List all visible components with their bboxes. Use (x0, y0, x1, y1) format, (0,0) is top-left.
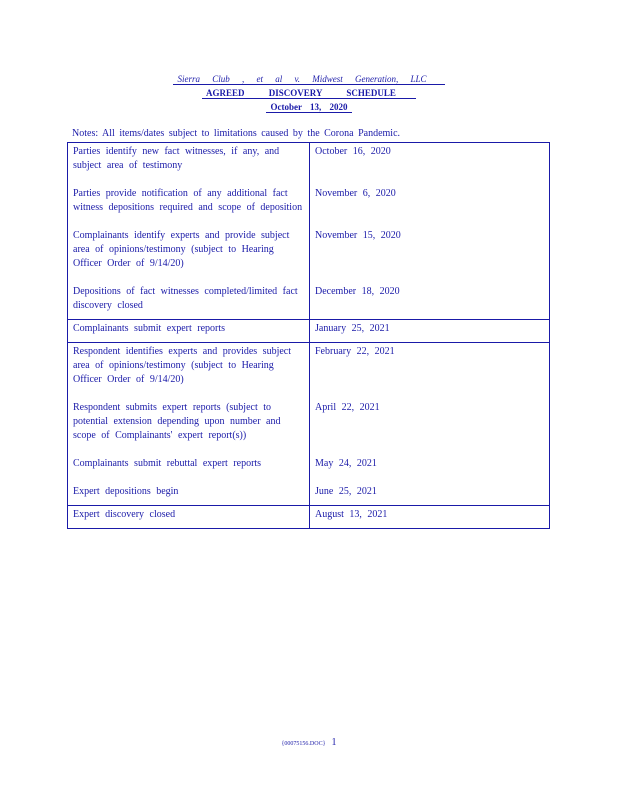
notes: Notes: All items/dates subject to limitations caused by the Corona Pandemic. (72, 128, 401, 139)
deadline-date: April 22, 2021 (315, 402, 380, 413)
date-cell (310, 343, 550, 506)
task-text: Parties provide notification of any additional fact witness depositions required and scope of deposition (73, 188, 303, 213)
date-cell (310, 143, 550, 320)
document-title: AGREED DISCOVERY SCHEDULE (0, 88, 618, 99)
deadline-date: November 15, 2020 (315, 230, 401, 241)
task-text: Parties identify new fact witnesses, if any, and subject area of testimony (73, 146, 280, 171)
doc-id: {00075156.DOC} (281, 741, 326, 747)
task-text: Expert discovery closed (73, 509, 176, 520)
deadline-date: January 25, 2021 (315, 323, 390, 334)
schedule-row (68, 343, 550, 506)
task-text: Respondent submits expert reports (subject to potential extension depending upon number and scope of Complainants' expert report(s)) (73, 402, 281, 441)
footer (0, 737, 618, 748)
schedule-table (67, 142, 550, 529)
task-text: Complainants submit expert reports (73, 323, 226, 334)
task-cell (68, 506, 310, 529)
deadline-date: October 16, 2020 (315, 146, 391, 157)
deadline-date: August 13, 2021 (315, 509, 388, 520)
deadline-date: December 18, 2020 (315, 286, 400, 297)
schedule-row (68, 143, 550, 320)
deadline-date: May 24, 2021 (315, 458, 377, 469)
deadline-date: June 25, 2021 (315, 486, 377, 497)
task-text: Respondent identifies experts and provides subject area of opinions/testimony (subject to Hearing Officer Order of 9/14/20) (73, 346, 292, 385)
date-cell (310, 320, 550, 343)
page-number: 1 (331, 737, 337, 748)
task-text: Complainants identify experts and provide subject area of opinions/testimony (subject to Hearing Officer Order of 9/14/20) (73, 230, 290, 269)
task-text: Depositions of fact witnesses completed/limited fact discovery closed (73, 286, 298, 311)
schedule-row (68, 506, 550, 529)
deadline-date: November 6, 2020 (315, 188, 396, 199)
document-date: October 13, 2020 (0, 102, 618, 113)
date-cell (310, 506, 550, 529)
task-cell (68, 143, 310, 320)
task-text: Complainants submit rebuttal expert reports (73, 458, 262, 469)
task-cell (68, 343, 310, 506)
schedule-row (68, 320, 550, 343)
deadline-date: February 22, 2021 (315, 346, 395, 357)
case-caption: Sierra Club , et al v. Midwest Generation, LLC (0, 74, 618, 85)
task-cell (68, 320, 310, 343)
task-text: Expert depositions begin (73, 486, 179, 497)
